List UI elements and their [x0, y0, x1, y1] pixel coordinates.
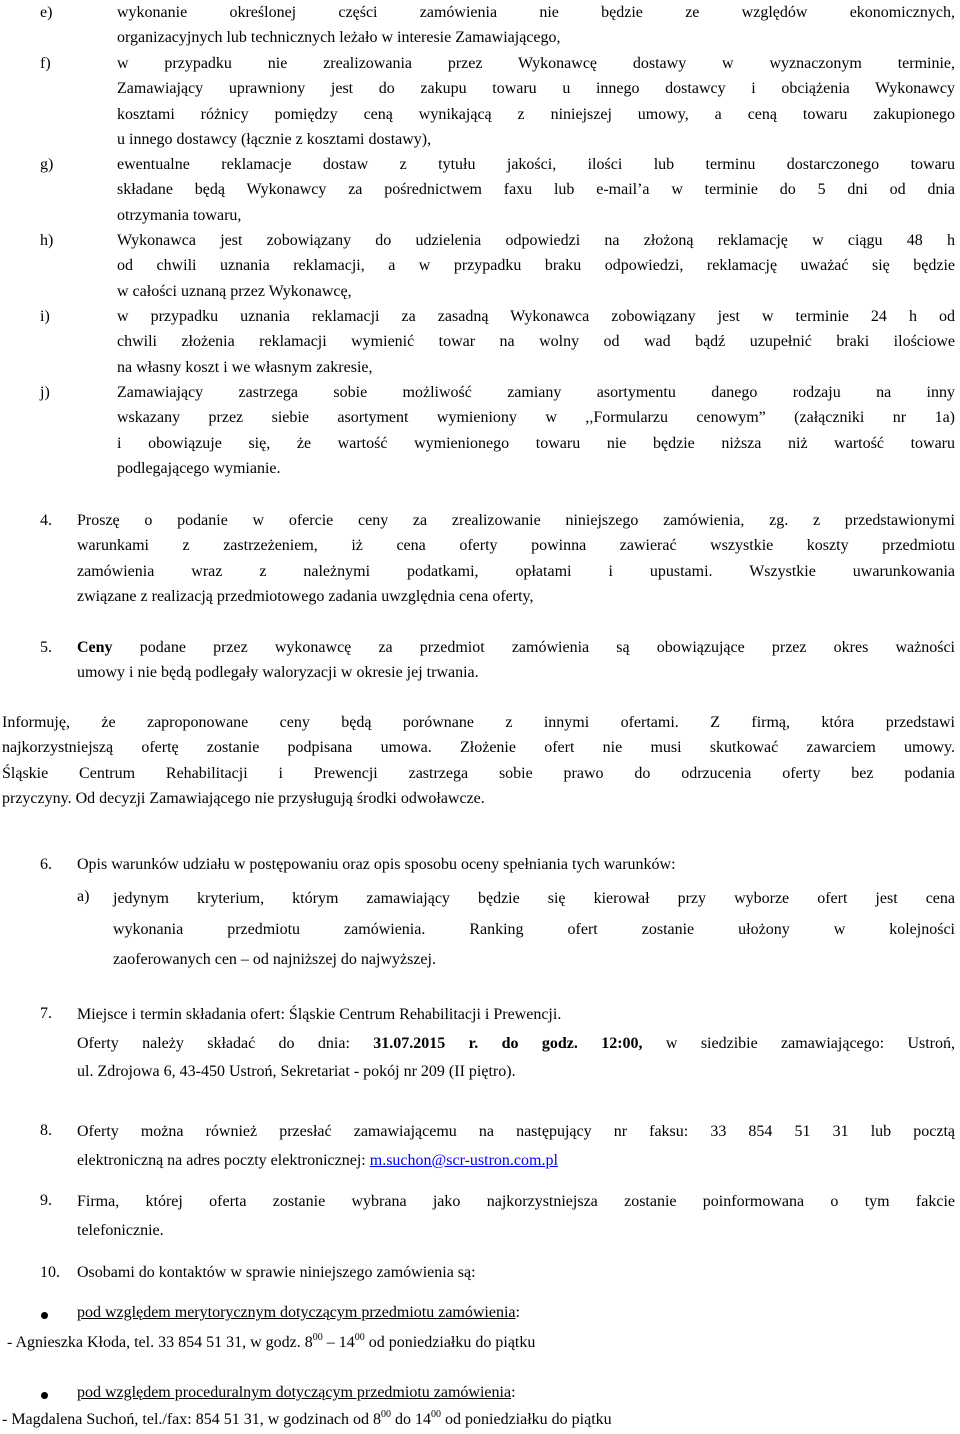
contact-merit-person: - Agnieszka Kłoda, tel. 33 854 51 31, w godz. $8^{00} - 14^{00}$ od poniedziałku do piątku — [7, 1332, 536, 1351]
section-8-number: 8. — [40, 1122, 52, 1139]
contact-procedural-person: - Magdalena Suchoń, tel./fax: 854 51 31, w godzinach od $8^{00}$ do $14^{00}$ od poniedziałku do piątku — [2, 1409, 612, 1428]
section-4-text: Proszę o podanie w ofercie ceny za zrealizowanie niniejszego zamówienia, zg. z przedstawionymi warunkami z zastrzeżeniem, iż cena oferty powinna zawierać wszystkie koszty przedmiotu zamówienia wraz z należnymi podatkami, opłatami i upustami. Wszystkie uwarunkowania związane z realizacją przedmiotowego zadania uwzględnia cena oferty, — [77, 512, 955, 605]
section-9-number: 9. — [40, 1192, 52, 1209]
item-g-text: ewentualne reklamacje dostaw z tytułu jakości, ilości lub terminu dostarczonego towaru składane będą Wykonawcy za pośrednictwem faxu lub e-mail’a w terminie do 5 dni od dnia otrzymania towaru, — [117, 156, 955, 224]
item-h-text: Wykonawca jest zobowiązany do udzielenia odpowiedzi na złożoną reklamację w ciągu 48 h od chwili uznania reklamacji, a w przypadku braku odpowiedzi, reklamację uważać się będzie w całości uznaną przez Wykonawcę, — [117, 232, 955, 300]
bullet-icon — [41, 1312, 48, 1319]
item-g-label: g) — [40, 156, 54, 173]
section-6-a-label: a) — [77, 888, 90, 905]
deadline-date: 31.07.2015 r. do godz. 12:00, — [373, 1034, 643, 1052]
item-i-text: w przypadku uznania reklamacji za zasadną Wykonawca zobowiązany jest w terminie 24 h od chwili złożenia reklamacji wymienić towar na wolny od wad bądź uzupełnić braki ilościowe na własny koszt i we własnym zakresie, — [117, 308, 955, 376]
section-9-text: Firma, której oferta zostanie wybrana jako najkorzystniejsza zostanie poinformowana o tym fakcie telefonicznie. — [77, 1193, 955, 1239]
section-10-number: 10. — [40, 1264, 60, 1281]
contact-merit-heading: pod względem merytorycznym dotyczącym przedmiotu zamówienia: — [77, 1304, 520, 1321]
item-i-label: i) — [40, 308, 50, 325]
ceny-bold: Ceny — [77, 639, 113, 656]
section-7-number: 7. — [40, 1005, 52, 1022]
item-j-text: Zamawiający zastrzega sobie możliwość zamiany asortymentu danego rodzaju na inny wskazany przez siebie asortyment wymieniony w ,,Formularzu cenowym” (załączniki nr 1a) i obowiązuje się, że wartość wymienionego towaru nie będzie niższa niż wartość towaru podlegającego wymianie. — [117, 384, 955, 477]
section-4-number: 4. — [40, 512, 52, 529]
item-e-text: wykonanie określonej części zamówienia nie będzie ze względów ekonomicznych, organizacyjnych lub technicznych leżało w interesie Zamawiającego, — [117, 4, 955, 47]
section-6-text: Opis warunków udziału w postępowaniu oraz opis sposobu oceny spełniania tych warunków: — [77, 856, 676, 873]
section-7-text: Miejsce i termin składania ofert: Śląskie Centrum Rehabilitacji i Prewencji. Oferty należy składać do dnia: 31.07.2015 r. do godz. 12:00, w siedzibie zamawiającego: Ustroń, ul. Zdrojowa 6, 43-450 Ustroń, Sekretariat - pokój nr 209 (II piętro). — [77, 1006, 956, 1080]
section-5-number: 5. — [40, 639, 52, 656]
contact-procedural-heading: pod względem proceduralnym dotyczącym przedmiotu zamówienia: — [77, 1384, 516, 1401]
section-6-number: 6. — [40, 856, 52, 873]
item-j-label: j) — [40, 384, 50, 401]
section-5-text: Ceny podane przez wykonawcę za przedmiot zamówienia są obowiązujące przez okres ważności umowy i nie będą podlegały waloryzacji w okresie jej trwania. — [77, 639, 955, 682]
bullet-icon — [41, 1392, 48, 1399]
item-f-text: w przypadku nie zrealizowania przez Wykonawcę dostawy w wyznaczonym terminie, Zamawiający uprawniony jest do zakupu towaru u innego dostawcy i obciążenia Wykonawcy kosztami różnicy pomiędzy ceną wynikającą z niniejszej umowy, a ceną towaru zakupionego u innego dostawcy (łącznie z kosztami dostawy), — [117, 55, 955, 148]
section-8-text: Oferty można również przesłać zamawiającemu na następujący nr faksu: 33 854 51 31 lub pocztą elektroniczną na adres poczty elektronicznej: m.suchon@scr-ustron.com.pl — [77, 1123, 955, 1169]
section-6-a-text: jedynym kryterium, którym zamawiający będzie się kierował przy wyborze ofert jest cena wykonania przedmiotu zamówienia. Ranking ofert zostanie ułożony w kolejności zaoferowanych cen – od najniższej do najwyższej. — [113, 890, 955, 968]
item-f-label: f) — [40, 55, 51, 72]
info-paragraph: Informuję, że zaproponowane ceny będą porównane z innymi ofertami. Z firmą, która przedstawi najkorzystniejszą ofertę zostanie podpisana umowa. Złożenie ofert nie musi skutkować zawarciem umowy. Śląskie Centrum Rehabilitacji i Prewencji zastrzega sobie prawo do odrzucenia oferty bez podania przyczyny. Od decyzji Zamawiającego nie przysługują środki odwoławcze. — [2, 714, 955, 807]
item-e-label: e) — [40, 4, 53, 21]
section-10-text: Osobami do kontaktów w sprawie niniejszego zamówienia są: — [77, 1264, 476, 1281]
email-link[interactable]: m.suchon@scr-ustron.com.pl — [369, 1151, 558, 1169]
item-h-label: h) — [40, 232, 54, 249]
